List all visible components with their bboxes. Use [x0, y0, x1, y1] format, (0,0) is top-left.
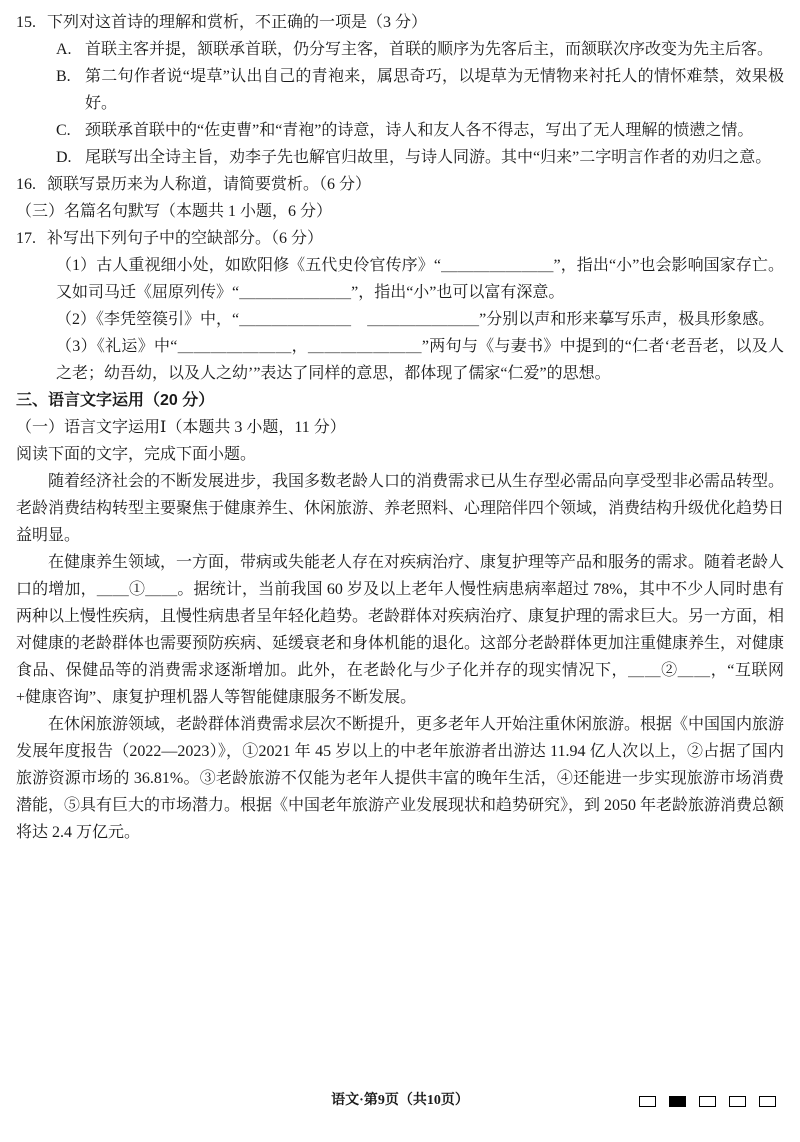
- option-d-text: 尾联写出全诗主旨，劝李子先也解官归故里，与诗人同游。其中“归来”二字明言作者的劝归之意。: [85, 149, 772, 166]
- page-marker-outline: [759, 1096, 776, 1107]
- page-markers: [639, 1096, 776, 1107]
- reading-instruction: 阅读下面的文字，完成下面小题。: [16, 446, 257, 463]
- question-15-number: 15.: [16, 14, 36, 31]
- page-footer: [0, 1090, 800, 1116]
- passage-paragraph-2: 在健康养生领域，一方面，带病或失能老人存在对疾病治疗、康复护理等产品和服务的需求。随着老龄人口的增加，＿＿①＿＿。据统计，当前我国 60 岁及以上老年人慢性病患病率超过 78%，其中不少人同时患有两种以上慢性疾病，且慢性病患者呈年轻化趋势。老龄群体对疾病治疗、康复护理的需求巨大。另一方面，相对健康的老龄群体也需要预防疾病、延缓衰老和身体机能的退化。这部分老龄群体更加注重健康养生，对健康食品、保健品等的消费需求逐渐增加。此外，在老龄化与少子化并存的现实情况下，＿＿②＿＿，“互联网+健康咨询”、康复护理机器人等智能健康服务不断发展。: [16, 554, 785, 706]
- question-15-option-d: [56, 144, 784, 171]
- question-17-stem-row: [16, 225, 784, 252]
- question-15: [16, 9, 784, 171]
- page-marker-outline: [729, 1096, 746, 1107]
- passage-paragraph-3: 在休闲旅游领域，老龄群体消费需求层次不断提升，更多老年人开始注重休闲旅游。根据《中国国内旅游发展年度报告（2022—2023）》，①2021 年 45 岁以上的中老年旅游者出游达 11.94 亿人次以上，②占据了国内旅游资源市场的 36.81%。③老龄旅游不仅能为老年人提供丰富的晚年生活，④还能进一步实现旅游市场消费潜能，⑤具有巨大的市场潜力。根据《中国老年旅游产业发展现状和趋势研究》，到 2050 年老龄旅游消费总额将达 2.4 万亿元。: [16, 716, 785, 841]
- option-c-text: 颈联承首联中的“佐吏曹”和“青袍”的诗意，诗人和友人各不得志，写出了无人理解的愤懑之情。: [85, 122, 754, 139]
- question-15-option-c: [56, 117, 784, 144]
- question-17: [16, 225, 784, 387]
- page-marker-filled: [669, 1096, 686, 1107]
- question-15-option-b: [56, 63, 784, 117]
- question-16-stem: 颔联写景历来为人称道，请简要赏析。（6 分）: [47, 176, 372, 193]
- question-16: [16, 171, 784, 198]
- question-17-stem: 补写出下列句子中的空缺部分。（6 分）: [47, 230, 324, 247]
- option-b-text: 第二句作者说“堤草”认出自己的青袍来，属思奇巧，以堤草为无情物来衬托人的情怀难禁，效果极好。: [85, 68, 784, 112]
- page-marker-outline: [699, 1096, 716, 1107]
- option-b-label: B.: [56, 68, 71, 85]
- question-15-option-a: [56, 36, 784, 63]
- page-number: 语文·第9页（共10页）: [331, 1093, 469, 1108]
- question-17-item-2: （2）《李凭箜篌引》中，“＿＿＿＿＿＿＿ ＿＿＿＿＿＿＿”分别以声和形来摹写乐声，极具形象感。: [56, 311, 775, 328]
- option-c-label: C.: [56, 122, 71, 139]
- question-15-stem-row: [16, 9, 784, 36]
- part-three-subtitle: （一）语言文字运用Ⅰ（本题共 3 小题，11 分）: [16, 419, 346, 436]
- section-iii-header: （三）名篇名句默写（本题共 1 小题，6 分）: [16, 203, 333, 220]
- question-17-item-1: （1）古人重视细小处，如欧阳修《五代史伶官传序》“＿＿＿＿＿＿＿”，指出“小”也会影响国家存亡。又如司马迁《屈原列传》“＿＿＿＿＿＿＿”，指出“小”也可以富有深意。: [56, 257, 784, 301]
- option-a-label: A.: [56, 41, 72, 58]
- question-17-item-3: （3）《礼运》中“＿＿＿＿＿＿＿，＿＿＿＿＿＿＿”两句与《与妻书》中提到的“仁者‘老吾老，以及人之老；幼吾幼，以及人之幼’”表达了同样的意思，都体现了儒家“仁爱”的思想。: [56, 338, 784, 382]
- question-16-number: 16.: [16, 176, 36, 193]
- option-d-label: D.: [56, 149, 72, 166]
- question-15-stem: 下列对这首诗的理解和赏析，不正确的一项是（3 分）: [47, 14, 428, 31]
- page-marker-outline: [639, 1096, 656, 1107]
- part-three-title: 三、语言文字运用（20 分）: [16, 392, 215, 409]
- question-17-number: 17.: [16, 230, 36, 247]
- passage-paragraph-1: 随着经济社会的不断发展进步，我国多数老龄人口的消费需求已从生存型必需品向享受型非必需品转型。老龄消费结构转型主要聚焦于健康养生、休闲旅游、养老照料、心理陪伴四个领域，消费结构升级优化趋势日益明显。: [16, 473, 785, 544]
- option-a-text: 首联主客并提，颔联承首联，仍分写主客，首联的顺序为先客后主，而颔联次序改变为先主后客。: [85, 41, 774, 58]
